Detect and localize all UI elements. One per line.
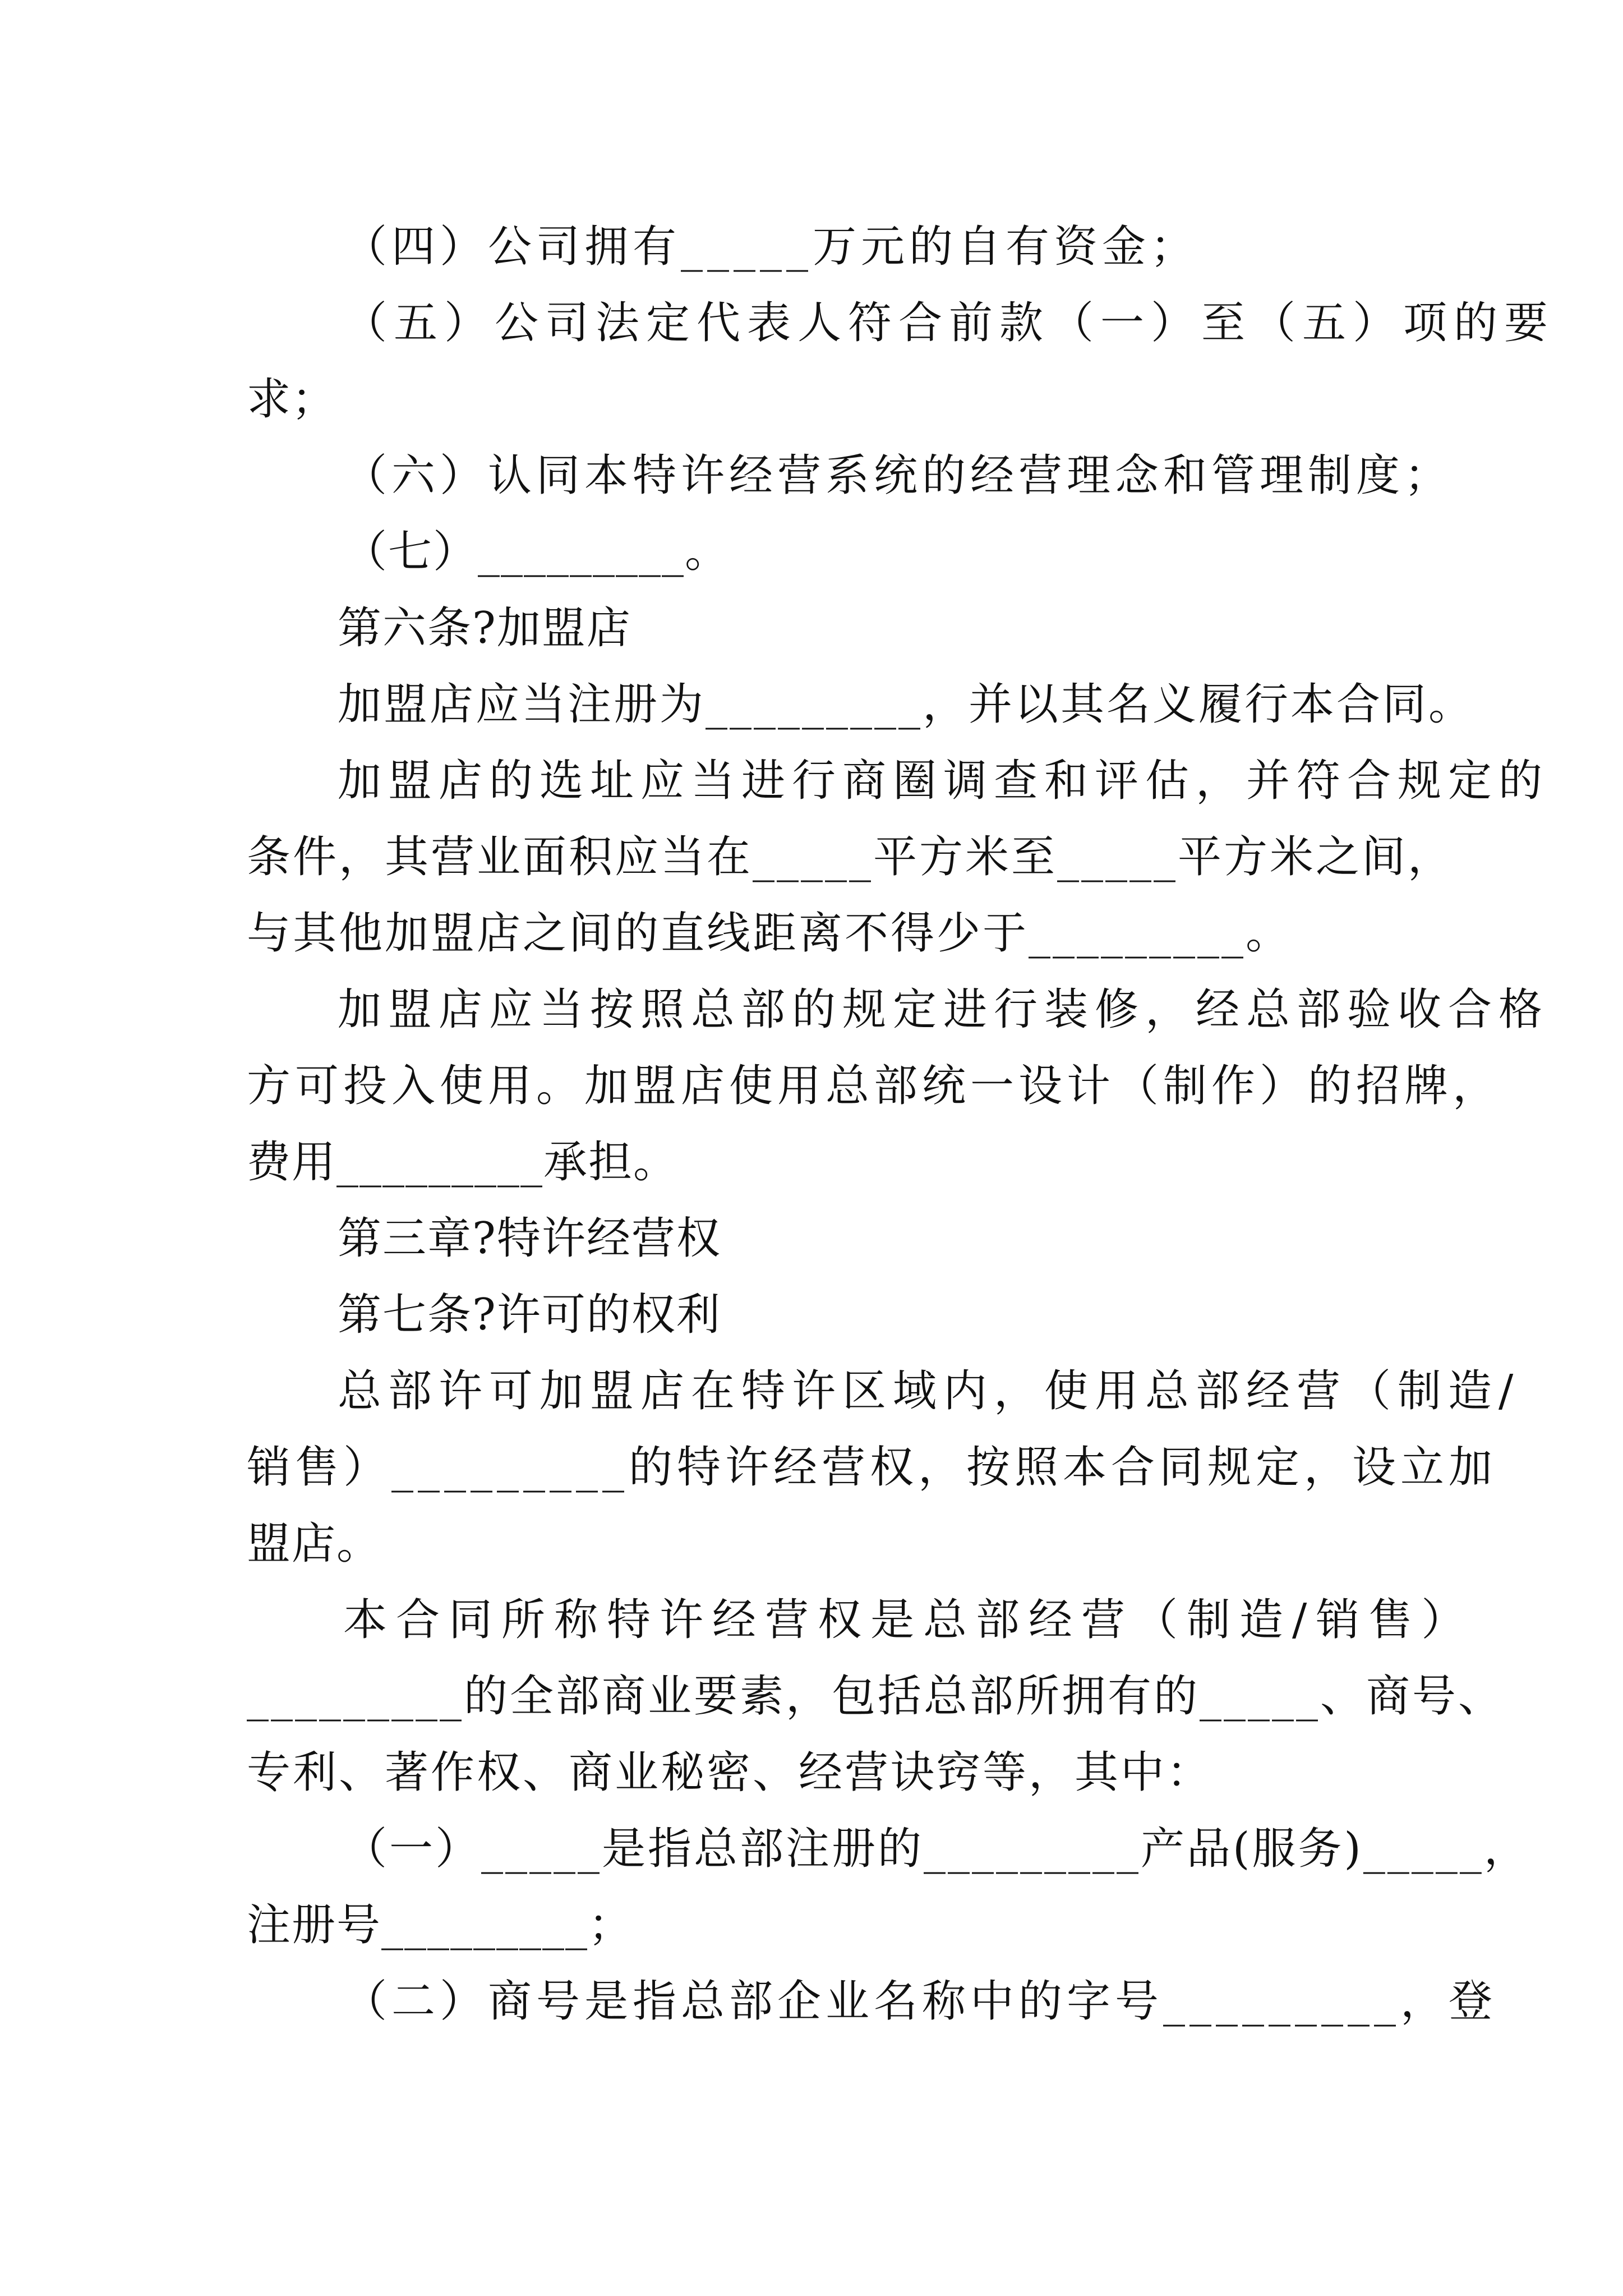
article-7-para-2-line-2: _________的全部商业要素，包括总部所拥有的_____、商号、 [247, 1671, 1505, 1722]
chapter-3-heading: 第三章?特许经营权 [338, 1213, 721, 1264]
article-6-para-2-line-2: 条件，其营业面积应当在_____平方米至_____平方米之间， [247, 832, 1454, 882]
article-6-para-2-line-3: 与其他加盟店之间的直线距离不得少于_________。 [247, 908, 1292, 959]
article-7-para-2-line-1: 本合同所称特许经营权是总部经营（制造/销售） [343, 1595, 1474, 1645]
article-7-para-1-line-2: 销售）_________的特许经营权，按照本合同规定，设立加 [247, 1442, 1497, 1493]
clause-7-blank: （七）_________。 [343, 527, 730, 577]
article-6-para-3-line-1: 加盟店应当按照总部的规定进行装修，经总部验收合格 [338, 984, 1550, 1035]
article-7-para-1-line-1: 总部许可加盟店在特许区域内，使用总部经营（制造/ [338, 1366, 1520, 1416]
item-1-trademark-line-2: 注册号_________； [247, 1900, 634, 1950]
article-6-para-3-line-3: 费用_________承担。 [247, 1137, 679, 1188]
clause-6-recognition: （六）认同本特许经营系统的经营理念和管理制度； [343, 450, 1453, 501]
clause-5-legal-rep: （五）公司法定代表人符合前款（一）至（五）项的要 [343, 298, 1555, 348]
article-7-para-2-line-3: 专利、著作权、商业秘密、经营诀窍等，其中： [247, 1747, 1213, 1798]
article-6-heading: 第六条?加盟店 [338, 603, 631, 654]
clause-5-continued: 求； [247, 374, 337, 425]
article-6-para-1: 加盟店应当注册为_________，并以其名义履行本合同。 [338, 679, 1475, 730]
article-6-para-2-line-1: 加盟店的选址应当进行商圈调查和评估，并符合规定的 [338, 756, 1550, 806]
article-7-heading: 第七条?许可的权利 [338, 1290, 721, 1340]
article-7-para-1-line-3: 盟店。 [247, 1519, 382, 1569]
clause-4-capital: （四）公司拥有_____万元的自有资金； [343, 222, 1199, 272]
item-2-trade-name: （二）商号是指总部企业名称中的字号_________，登 [343, 1976, 1497, 2027]
item-1-trademark-line-1: （一）_____是指总部注册的_________产品(服务)_____， [343, 1824, 1530, 1874]
article-6-para-3-line-2: 方可投入使用。加盟店使用总部统一设计（制作）的招牌， [247, 1061, 1501, 1111]
